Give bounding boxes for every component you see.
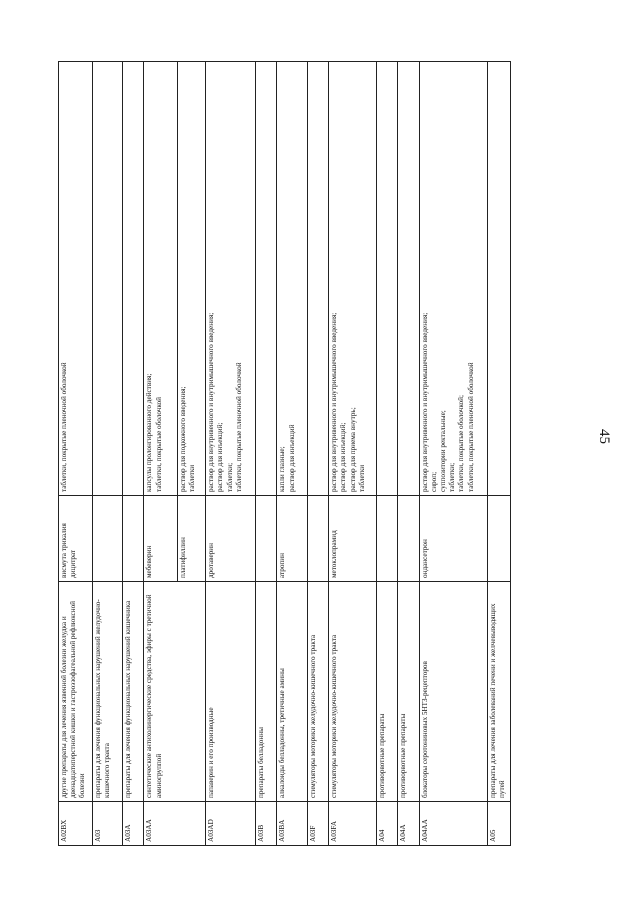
group-name: блокаторы серотониновых 5НТ3-рецепторов	[419, 582, 487, 802]
dosage-form: таблетки, покрытые оболочкой	[154, 397, 163, 492]
dosage-forms	[329, 62, 377, 496]
dosage-form: раствор для внутривенного и внутримышечного введения;	[420, 312, 429, 492]
group-name: стимуляторы моторики желудочно-кишечного тракта	[307, 582, 328, 802]
dosage-forms	[206, 62, 256, 496]
dosage-forms	[398, 62, 419, 496]
group-name: препараты белладонны	[256, 582, 277, 802]
group-name: папаверин и его производные	[206, 582, 256, 802]
group-name: другие препараты для лечения язвенной болезни желудка и двенадцатиперстной кишки и гастроэзофагеальной рефлюксной болезни	[59, 582, 93, 802]
atc-code: A04AA	[419, 802, 487, 846]
dosage-form: раствор для приема внутрь;	[348, 407, 357, 492]
atc-code: A03A	[122, 802, 143, 846]
drug-name: атропин	[277, 496, 307, 582]
dosage-forms	[177, 62, 205, 496]
drug-name	[398, 496, 419, 582]
atc-code: A03AD	[206, 802, 256, 846]
dosage-forms	[144, 62, 178, 496]
drug-name: дротаверин	[206, 496, 256, 582]
table-row	[398, 62, 419, 846]
drug-name	[122, 496, 143, 582]
atc-code: A04A	[398, 802, 419, 846]
dosage-form: таблетки, покрытые оболочкой;	[457, 395, 466, 492]
dosage-forms	[59, 62, 93, 496]
atc-code: A03	[92, 802, 122, 846]
drug-table	[58, 61, 511, 846]
dosage-form: суппозитории ректальные;	[438, 410, 447, 492]
atc-code: A03AA	[144, 802, 206, 846]
group-name: препараты для лечения функциональных нарушений желудочно-кишечного тракта	[92, 582, 122, 802]
table-row	[206, 62, 256, 846]
drug-name	[487, 496, 510, 582]
dosage-forms	[256, 62, 277, 496]
group-name: препараты для лечения заболеваний печени и желчевыводящих путей	[487, 582, 510, 802]
dosage-forms	[307, 62, 328, 496]
drug-name: метоклопрамид	[329, 496, 377, 582]
table-row	[329, 62, 377, 846]
dosage-form: таблетки;	[225, 462, 234, 492]
group-name: препараты для лечения функциональных нарушений кишечника	[122, 582, 143, 802]
dosage-form: раствор для инъекций	[287, 424, 296, 492]
dosage-forms	[487, 62, 510, 496]
drug-name: платифиллин	[177, 496, 205, 582]
dosage-form: таблетки, покрытые пленочной оболочкой	[234, 362, 243, 492]
dosage-form: таблетки	[188, 464, 197, 492]
dosage-form: раствор для подкожного введения;	[178, 386, 187, 492]
drug-name	[256, 496, 277, 582]
atc-code: A03B	[256, 802, 277, 846]
dosage-form: раствор для внутривенного и внутримышечного введения;	[207, 312, 216, 492]
drug-name	[376, 496, 397, 582]
table-row	[59, 62, 93, 846]
atc-code: A04	[376, 802, 397, 846]
page-number: 45	[596, 429, 612, 444]
table-row	[487, 62, 510, 846]
table-row	[419, 62, 487, 846]
dosage-form: сироп;	[429, 471, 438, 492]
drug-name: ондансетрон	[419, 496, 487, 582]
dosage-form: капли глазные;	[278, 446, 287, 492]
drug-name: висмута трикалия дицитрат	[59, 496, 93, 582]
drug-table-rotated	[58, 62, 511, 846]
dosage-form: раствор для внутривенного и внутримышечного введения;	[330, 312, 339, 492]
atc-code: A03FA	[329, 802, 377, 846]
atc-code: A03BA	[277, 802, 307, 846]
dosage-form: таблетки, покрытые пленочной оболочкой	[466, 362, 475, 492]
table-row	[277, 62, 307, 846]
table-row	[122, 62, 143, 846]
dosage-forms	[419, 62, 487, 496]
dosage-forms	[277, 62, 307, 496]
table-row	[307, 62, 328, 846]
atc-code: A02BX	[59, 802, 93, 846]
group-name: противорвотные препараты	[376, 582, 397, 802]
dosage-form: таблетки	[357, 464, 366, 492]
group-name: стимуляторы моторики желудочно-кишечного тракта	[329, 582, 377, 802]
drug-name	[307, 496, 328, 582]
atc-code: A05	[487, 802, 510, 846]
dosage-forms	[92, 62, 122, 496]
group-name: противорвотные препараты	[398, 582, 419, 802]
atc-code: A03F	[307, 802, 328, 846]
group-name: алкалоиды белладонны, третичные амины	[277, 582, 307, 802]
dosage-form: таблетки;	[448, 462, 457, 492]
dosage-forms	[376, 62, 397, 496]
dosage-form: капсулы пролонгированного действия;	[145, 373, 154, 492]
drug-name	[92, 496, 122, 582]
dosage-forms	[122, 62, 143, 496]
table-row	[256, 62, 277, 846]
dosage-form: раствор для инъекций;	[339, 422, 348, 492]
table-row	[144, 62, 178, 846]
table-row	[92, 62, 122, 846]
dosage-form: раствор для инъекций;	[216, 422, 225, 492]
drug-name: мебеверин	[144, 496, 178, 582]
dosage-form: таблетки, покрытые пленочной оболочкой	[60, 362, 68, 492]
table-row	[376, 62, 397, 846]
group-name: синтетические антихолинергические средства, эфиры с третичной аминогруппой	[144, 582, 206, 802]
